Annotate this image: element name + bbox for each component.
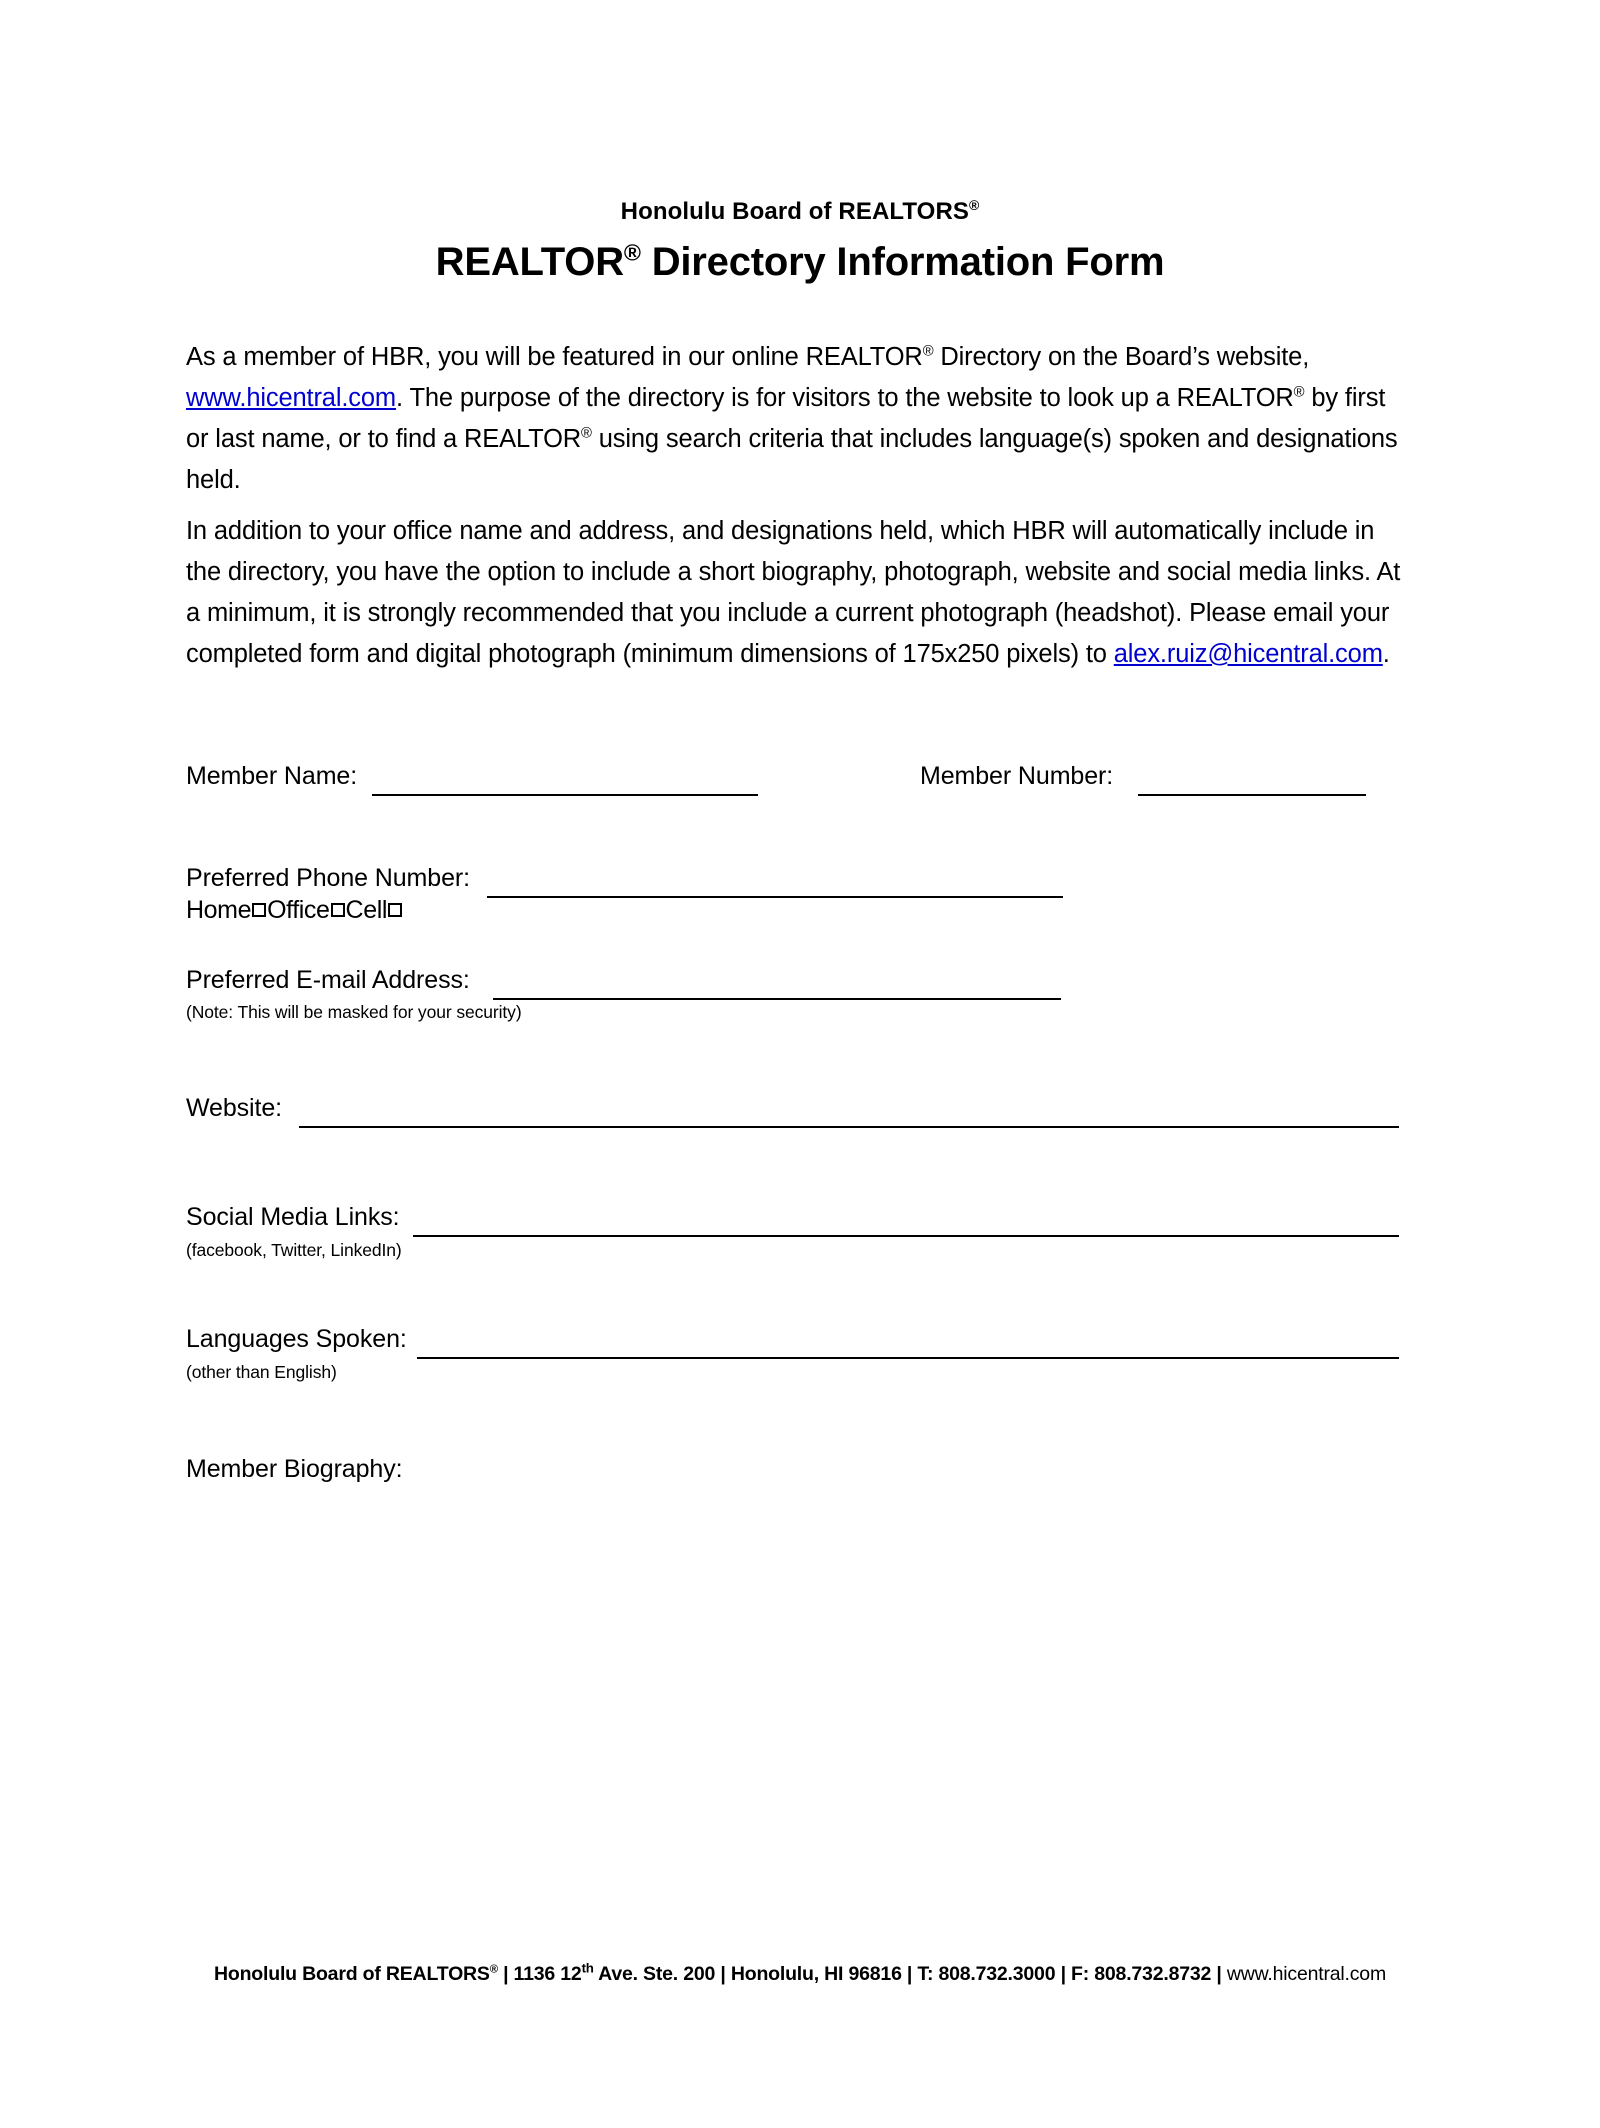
languages-spoken-input[interactable] [417, 1357, 1399, 1359]
contact-email-link[interactable]: alex.ruiz@hicentral.com [1113, 640, 1383, 668]
social-media-label: Social Media Links: [186, 1203, 400, 1231]
website-input[interactable] [299, 1126, 1399, 1128]
member-name-input[interactable] [372, 794, 758, 796]
phone-type-cell-checkbox[interactable] [388, 903, 402, 917]
registered-mark-icon: ® [489, 1963, 498, 1976]
footer-address: Ave. Ste. 200 | Honolulu, HI 96816 | T: 808.732.3000 | F: 808.732.8732 | [593, 1963, 1227, 1985]
hicentral-website-link[interactable]: www.hicentral.com [186, 384, 397, 412]
page-title [0, 240, 1600, 285]
member-biography-label: Member Biography: [186, 1455, 403, 1483]
phone-type-home-checkbox[interactable] [252, 903, 266, 917]
member-number-label: Member Number: [920, 762, 1114, 790]
registered-mark-icon: ® [969, 197, 980, 213]
footer-ordinal-suffix: th [581, 1960, 594, 1976]
member-number-input[interactable] [1138, 794, 1366, 796]
organization-heading [0, 198, 1600, 226]
registered-mark-icon: ® [623, 239, 641, 266]
intro-paragraph-2 [186, 511, 1411, 675]
phone-type-office-checkbox[interactable] [331, 903, 345, 917]
footer-website: www.hicentral.com [1226, 1963, 1386, 1985]
intro-p1-text-2: Directory on the Board’s website, [933, 343, 1310, 371]
phone-type-options [186, 896, 403, 925]
page-title-suffix: Directory Information Form [640, 240, 1165, 284]
phone-type-cell-label: Cell [345, 896, 388, 924]
social-media-note: (facebook, Twitter, LinkedIn) [186, 1240, 402, 1260]
phone-type-office-label: Office [267, 896, 330, 924]
languages-spoken-note: (other than English) [186, 1362, 337, 1382]
page-footer [0, 1960, 1600, 1986]
member-name-label: Member Name: [186, 762, 358, 790]
page-title-prefix: REALTOR [435, 240, 624, 284]
preferred-email-label: Preferred E-mail Address: [186, 966, 470, 994]
website-label: Website: [186, 1094, 283, 1122]
registered-mark-icon: ® [581, 425, 592, 442]
intro-p1-text-1: As a member of HBR, you will be featured in our online REALTOR [186, 343, 923, 371]
email-masking-note: (Note: This will be masked for your security) [186, 1002, 522, 1022]
intro-p2-text-2: . [1382, 640, 1390, 668]
preferred-email-input[interactable] [493, 998, 1061, 1000]
languages-spoken-label: Languages Spoken: [186, 1325, 407, 1353]
organization-name: Honolulu Board of REALTORS [620, 198, 969, 225]
registered-mark-icon: ® [1293, 384, 1305, 401]
preferred-phone-input[interactable] [487, 896, 1063, 898]
intro-p1-text-3: . The purpose of the directory is for visitors to the website to look up a REALTOR [396, 384, 1294, 412]
preferred-phone-label: Preferred Phone Number: [186, 864, 470, 892]
social-media-input[interactable] [413, 1235, 1399, 1237]
intro-p1-text-5: using search criteria that includes language(s) spoken and designations held. [186, 425, 1398, 494]
phone-type-home-label: Home [186, 896, 252, 924]
registered-mark-icon: ® [922, 343, 934, 360]
intro-paragraph-1 [186, 337, 1411, 501]
intro-p2-text-1: In addition to your office name and address, and designations held, which HBR will automatically include in the directory, you have the option to include a short biography, photograph, website and social media links. At a minimum, it is strongly recommended that you include a current photograph (headshot). Please email your completed form and digital photograph (minimum dimensions of 175x250 pixels) to [186, 517, 1401, 668]
footer-separator: | 1136 12 [497, 1963, 582, 1985]
intro-p1-text-4: by first or last name, or to find a REALTOR [186, 384, 1386, 453]
footer-organization: Honolulu Board of REALTORS [214, 1963, 490, 1985]
